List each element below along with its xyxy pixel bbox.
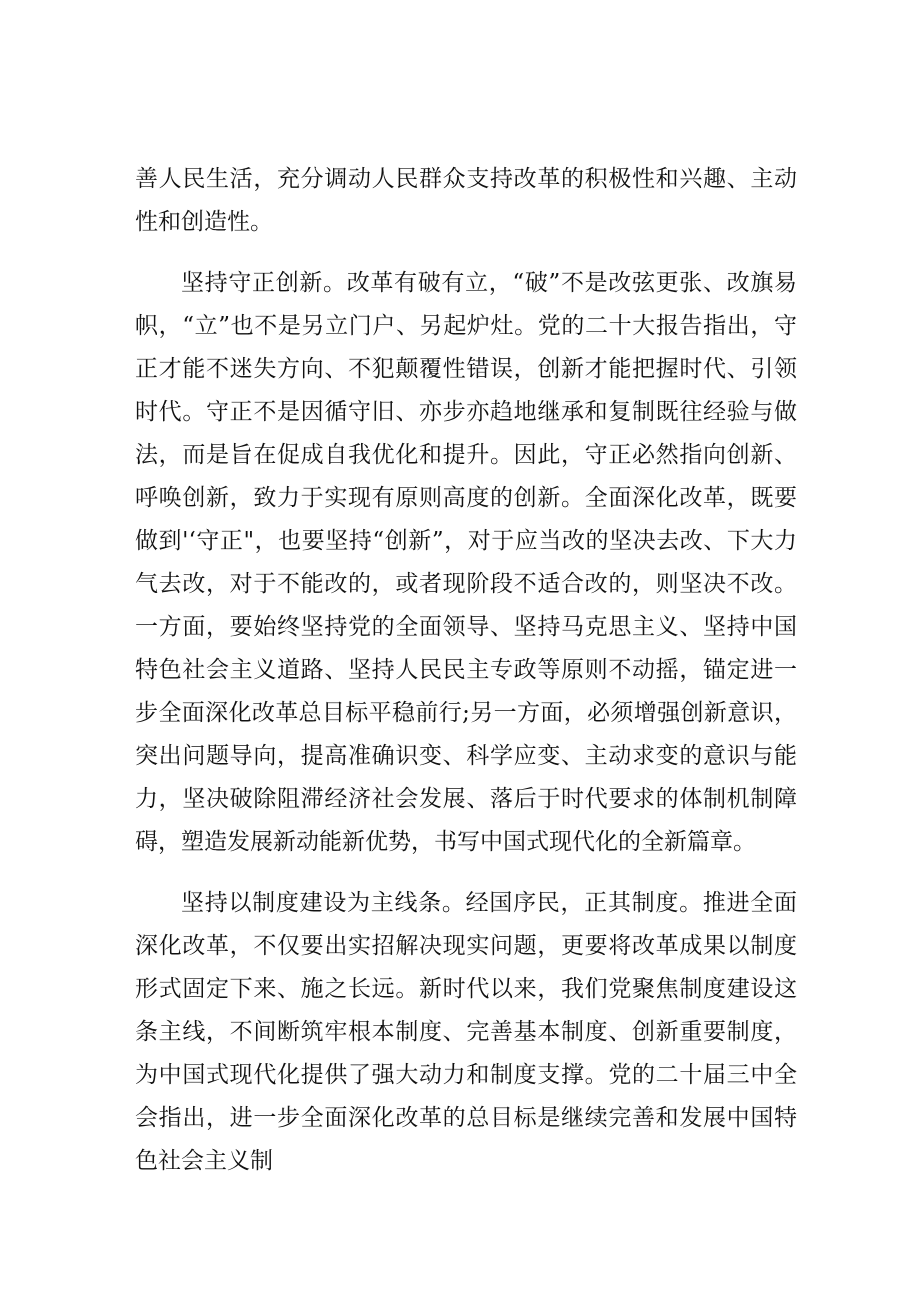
paragraph-continuation: 善人民生活，充分调动人民群众支持改革的积极性和兴趣、主动性和创造性。 [135,166,797,235]
document-body [135,158,797,1201]
paragraph-upholding-integrity-innovation: 坚持守正创新。改革有破有立，“破”不是改弦更张、改旗易帜，“立”也不是另立门户、另起炉灶。党的二十大报告指出，守正才能不迷失方向、不犯颠覆性错误，创新才能把握时代、引领时代。守正不是因循守旧、亦步亦趋地继承和复制既往经验与做法，而是旨在促成自我优化和提升。因此，守正必然指向创新、呼唤创新，致力于实现有原则高度的创新。全面深化改革，既要做到'‘守正"，也要坚持“创新”，对于应当改的坚决去改、下大力气去改，对于不能改的，或者现阶段不适合改的，则坚决不改。一方面，要始终坚持党的全面领导、坚持马克思主义、坚持中国特色社会主义道路、坚持人民民主专政等原则不动摇，锚定进一步全面深化改革总目标平稳前行;另一方面，必须增强创新意识，突出问题导向，提高准确识变、科学应变、主动求变的意识与能力，坚决破除阻滞经济社会发展、落后于时代要求的体制机制障碍，塑造发展新动能新优势，书写中国式现代化的全新篇章。 [135,270,797,855]
paragraph-institution-building: 坚持以制度建设为主线条。经国序民，正其制度。推进全面深化改革，不仅要出实招解决现实问题，更要将改革成果以制度形式固定下来、施之长远。新时代以来，我们党聚焦制度建设这条主线，不间断筑牢根本制度、完善基本制度、创新重要制度，为中国式现代化提供了强大动力和制度支撑。党的二十届三中全会指出，进一步全面深化改革的总目标是继续完善和发展中国特色社会主义制 [135,890,797,1174]
